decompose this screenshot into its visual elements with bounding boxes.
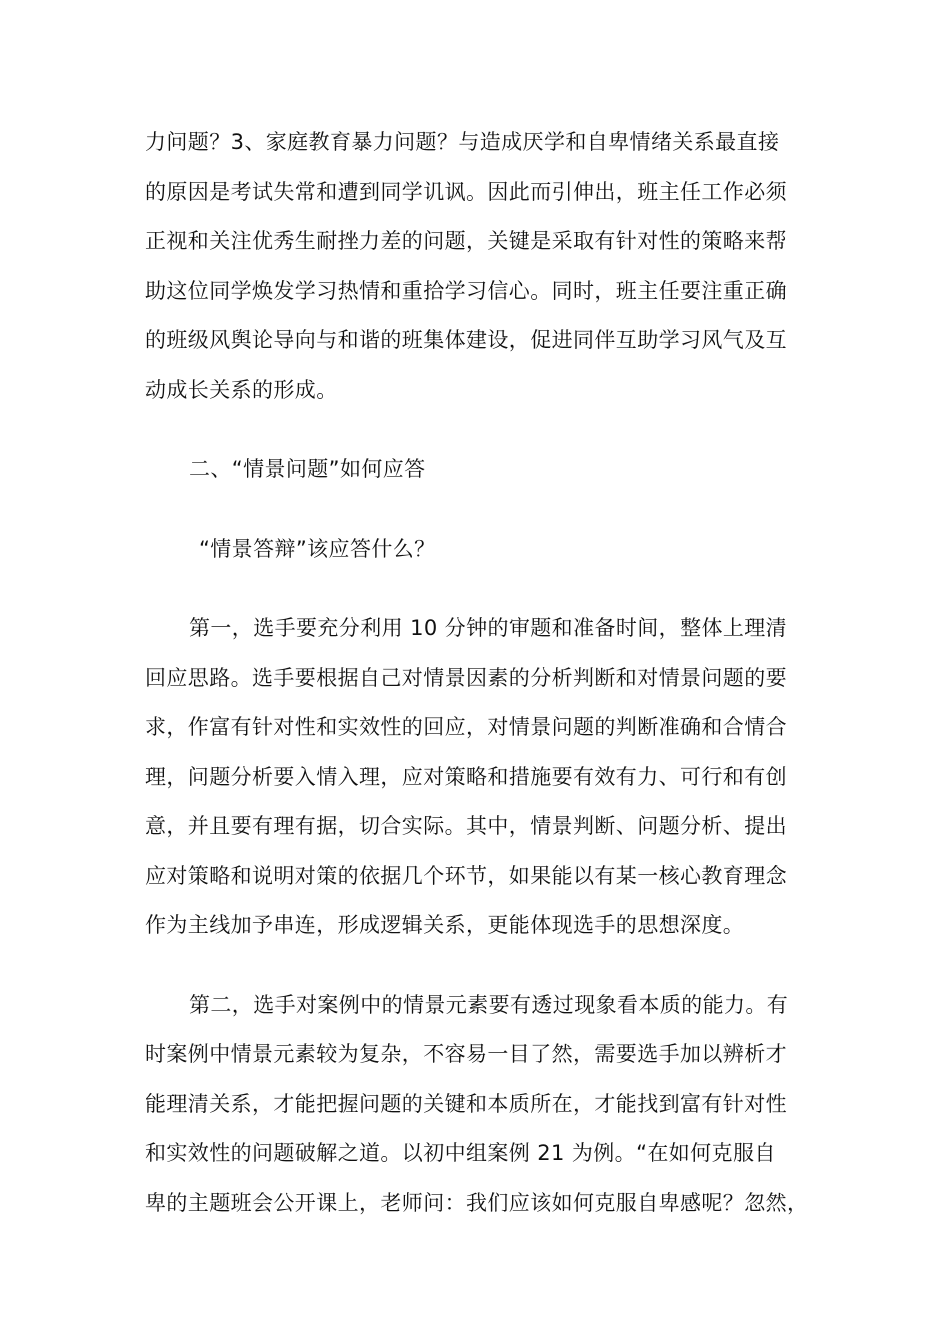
paragraph-gap bbox=[145, 951, 810, 981]
paragraph-line: 动成长关系的形成。 bbox=[145, 377, 338, 402]
paragraph-1 bbox=[145, 118, 810, 415]
paragraph-line: 和实效性的问题破解之道。以初中组案例 21 为例。“在如何克服自 bbox=[145, 1141, 776, 1165]
paragraph-line: 第一，选手要充分利用 10 分钟的审题和准备时间，整体上理清 bbox=[189, 616, 788, 640]
paragraph-line: 意，并且要有理有据，切合实际。其中，情景判断、问题分析、提出 bbox=[145, 814, 787, 838]
paragraph-gap bbox=[145, 415, 810, 445]
paragraph-gap bbox=[145, 495, 810, 525]
paragraph-line: 的原因是考试失常和遭到同学讥讽。因此而引伸出，班主任工作必须 bbox=[145, 179, 787, 204]
paragraph-line: 时案例中情景元素较为复杂，不容易一目了然，需要选手加以辨析才 bbox=[145, 1042, 787, 1066]
paragraph-line: 理，问题分析要入情入理，应对策略和措施要有效有力、可行和有创 bbox=[145, 764, 787, 789]
paragraph-line: 第二，选手对案例中的情景元素要有透过现象看本质的能力。有 bbox=[189, 992, 789, 1017]
paragraph-2 bbox=[145, 604, 810, 951]
paragraph-line: 作为主线加予串连，形成逻辑关系，更能体现选手的思想深度。 bbox=[145, 913, 745, 937]
paragraph-line: 应对策略和说明对策的依据几个环节，如果能以有某一核心教育理念 bbox=[145, 863, 787, 888]
paragraph-line: 正视和关注优秀生耐挫力差的问题，关键是采取有针对性的策略来帮 bbox=[145, 229, 787, 253]
paragraph-line: 力问题？3、家庭教育暴力问题？与造成厌学和自卑情绪关系最直接 bbox=[145, 130, 780, 154]
paragraph-line: 能理清关系，才能把握问题的关键和本质所在，才能找到富有针对性 bbox=[145, 1091, 787, 1116]
paragraph-gap bbox=[145, 574, 810, 604]
section-subheading: “情景答辩”该应答什么？ bbox=[199, 536, 436, 561]
paragraph-line: 求，作富有针对性和实效性的回应，对情景问题的判断准确和合情合 bbox=[145, 715, 787, 739]
document-page bbox=[145, 118, 810, 1228]
paragraph-line: 卑的主题班会公开课上，老师问：我们应该如何克服自卑感呢？忽然， bbox=[145, 1190, 809, 1215]
paragraph-line: 助这位同学焕发学习热情和重拾学习信心。同时，班主任要注重正确 bbox=[145, 278, 787, 303]
paragraph-line: 的班级风舆论导向与和谐的班集体建设，促进同伴互助学习风气及互 bbox=[145, 328, 787, 352]
section-heading: 二、“情景问题”如何应答 bbox=[189, 457, 426, 481]
paragraph-line: 回应思路。选手要根据自己对情景因素的分析判断和对情景问题的要 bbox=[145, 665, 787, 690]
paragraph-3 bbox=[145, 981, 810, 1229]
